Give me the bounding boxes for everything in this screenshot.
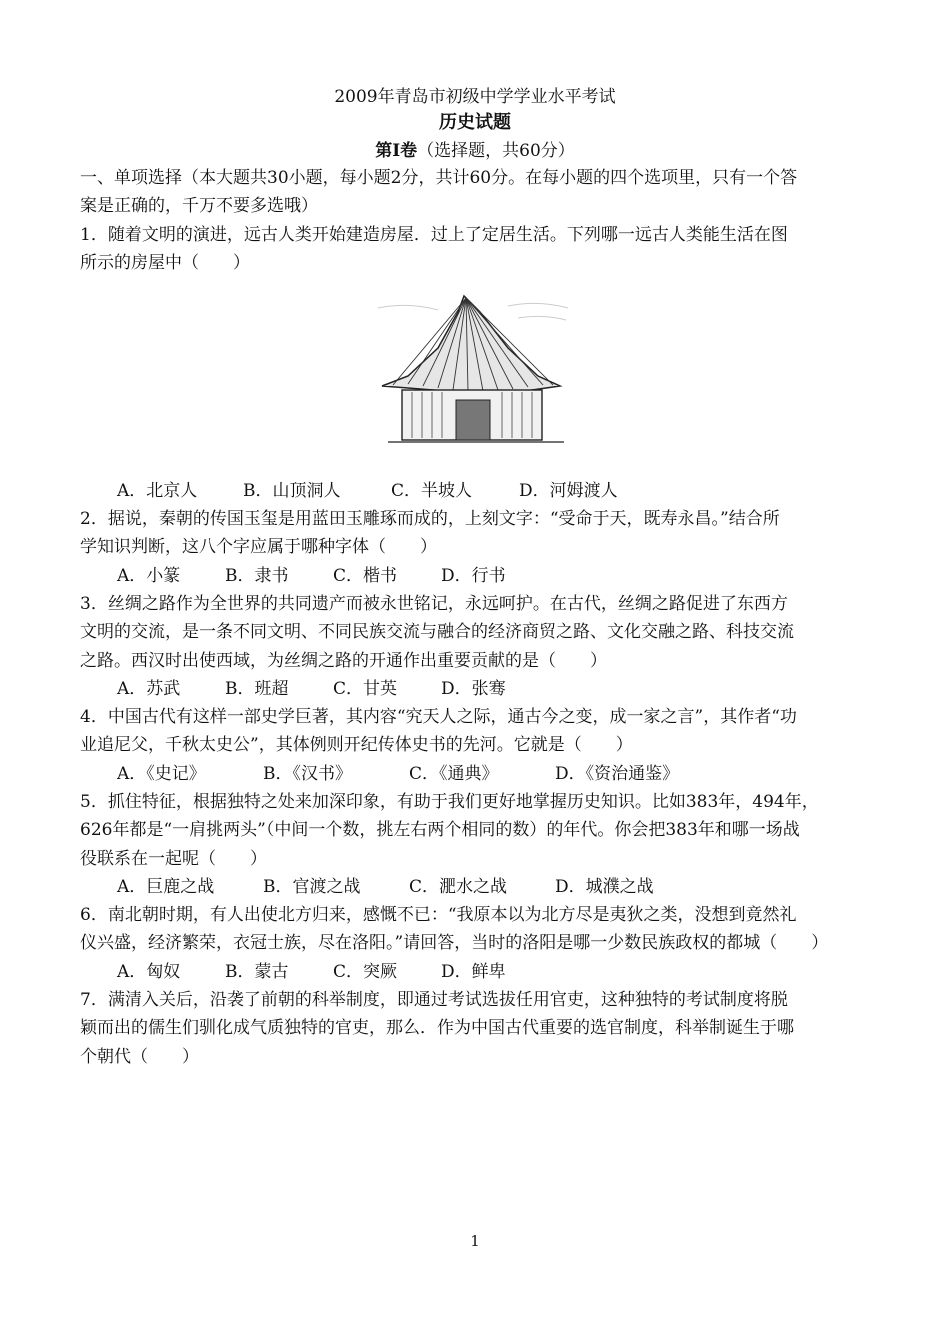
question-5-line-3: 役联系在一起呢（ ） — [80, 849, 267, 869]
question-7-line-1: 7．满清入关后，沿袭了前朝的科举制度，即通过考试选拔任用官吏，这种独特的考试制度将脱 — [80, 990, 788, 1010]
question-3-options — [117, 675, 506, 703]
option-c: C．淝水之战 — [409, 877, 508, 897]
option-c: C．半坡人 — [391, 481, 473, 501]
question-5-options — [117, 873, 654, 901]
option-b: B．蒙古 — [225, 962, 289, 982]
question-2-line-2: 学知识判断，这八个字应属于哪种字体（ ） — [80, 537, 437, 557]
question-3-line-3: 之路。西汉时出使西域，为丝绸之路的开通作出重要贡献的是（ ） — [80, 651, 607, 671]
option-d: D．《资治通鉴》 — [555, 764, 680, 784]
question-3-line-2: 文明的交流，是一条不同文明、不同民族交流与融合的经济商贸之路、文化交融之路、科技交流 — [80, 622, 794, 642]
option-a: A．巨鹿之战 — [117, 877, 215, 897]
option-a: A．小篆 — [117, 566, 181, 586]
option-b: B．班超 — [225, 679, 289, 699]
option-d: D．行书 — [441, 566, 506, 586]
option-a: A．《史记》 — [117, 764, 206, 784]
question-5-line-1: 5．抓住特征，根据独特之处来加深印象，有助于我们更好地掌握历史知识。比如383年，494年， — [80, 792, 819, 812]
option-b: B．隶书 — [225, 566, 289, 586]
part-label: 第Ⅰ卷 — [375, 141, 418, 161]
option-d: D．张骞 — [441, 679, 506, 699]
option-d: D．城濮之战 — [555, 877, 654, 897]
question-2-options — [117, 562, 506, 590]
thatched-hut-illustration — [368, 288, 580, 460]
question-1-line-2: 所示的房屋中（ ） — [80, 253, 250, 273]
option-d: D．河姆渡人 — [519, 481, 618, 501]
option-a: A．匈奴 — [117, 962, 181, 982]
question-2-line-1: 2．据说，秦朝的传国玉玺是用蓝田玉雕琢而成的，上刻文字：“受命于天，既寿永昌。”结合所 — [80, 509, 780, 529]
question-5-line-2: 626年都是“一肩挑两头”（中间一个数，挑左右两个相同的数）的年代。你会把383年和哪一场战 — [80, 820, 800, 840]
part-note: （选择题，共60分） — [417, 141, 575, 161]
option-b: B．山顶洞人 — [243, 481, 341, 501]
exam-title: 2009年青岛市初级中学学业水平考试 — [334, 87, 616, 107]
section-instruction-line-1: 一、单项选择（本大题共30小题，每小题2分，共计60分。在每小题的四个选项里，只有一个答 — [80, 168, 798, 188]
question-6-line-1: 6．南北朝时期，有人出使北方归来，感慨不已：“我原本以为北方尽是夷狄之类，没想到竟然礼 — [80, 905, 797, 925]
part-heading — [0, 136, 950, 161]
question-6-line-2: 仪兴盛，经济繁荣，衣冠士族，尽在洛阳。”请回答，当时的洛阳是哪一少数民族政权的都城（ ） — [80, 933, 829, 953]
option-c: C．突厥 — [333, 962, 398, 982]
question-4-options — [117, 760, 679, 788]
option-c: C．《通典》 — [409, 764, 499, 784]
question-1-options — [117, 477, 618, 505]
option-b: B．《汉书》 — [263, 764, 352, 784]
question-7-line-3: 个朝代（ ） — [80, 1047, 199, 1067]
question-4-line-1: 4．中国古代有这样一部史学巨著，其内容“究天人之际，通古今之变，成一家之言”，其作者“功 — [80, 707, 797, 727]
option-a: A．苏武 — [117, 679, 181, 699]
subject-title: 历史试题 — [439, 112, 511, 133]
page-number: 1 — [470, 1232, 480, 1250]
section-instruction-line-2: 案是正确的，千万不要多选哦） — [80, 196, 318, 216]
option-c: C．甘英 — [333, 679, 398, 699]
question-3-line-1: 3．丝绸之路作为全世界的共同遗产而被永世铭记，永远呵护。在古代，丝绸之路促进了东西方 — [80, 594, 788, 614]
question-7-line-2: 颖而出的儒生们驯化成气质独特的官吏，那么．作为中国古代重要的选官制度，科举制诞生于哪 — [80, 1018, 794, 1038]
option-b: B．官渡之战 — [263, 877, 361, 897]
option-a: A．北京人 — [117, 481, 198, 501]
option-c: C．楷书 — [333, 566, 398, 586]
question-6-options — [117, 958, 506, 986]
question-4-line-2: 业追尼父，千秋太史公”，其体例则开纪传体史书的先河。它就是（ ） — [80, 735, 633, 755]
option-d: D．鲜卑 — [441, 962, 506, 982]
question-1-line-1: 1．随着文明的演进，远古人类开始建造房屋．过上了定居生活。下列哪一远古人类能生活在图 — [80, 225, 788, 245]
